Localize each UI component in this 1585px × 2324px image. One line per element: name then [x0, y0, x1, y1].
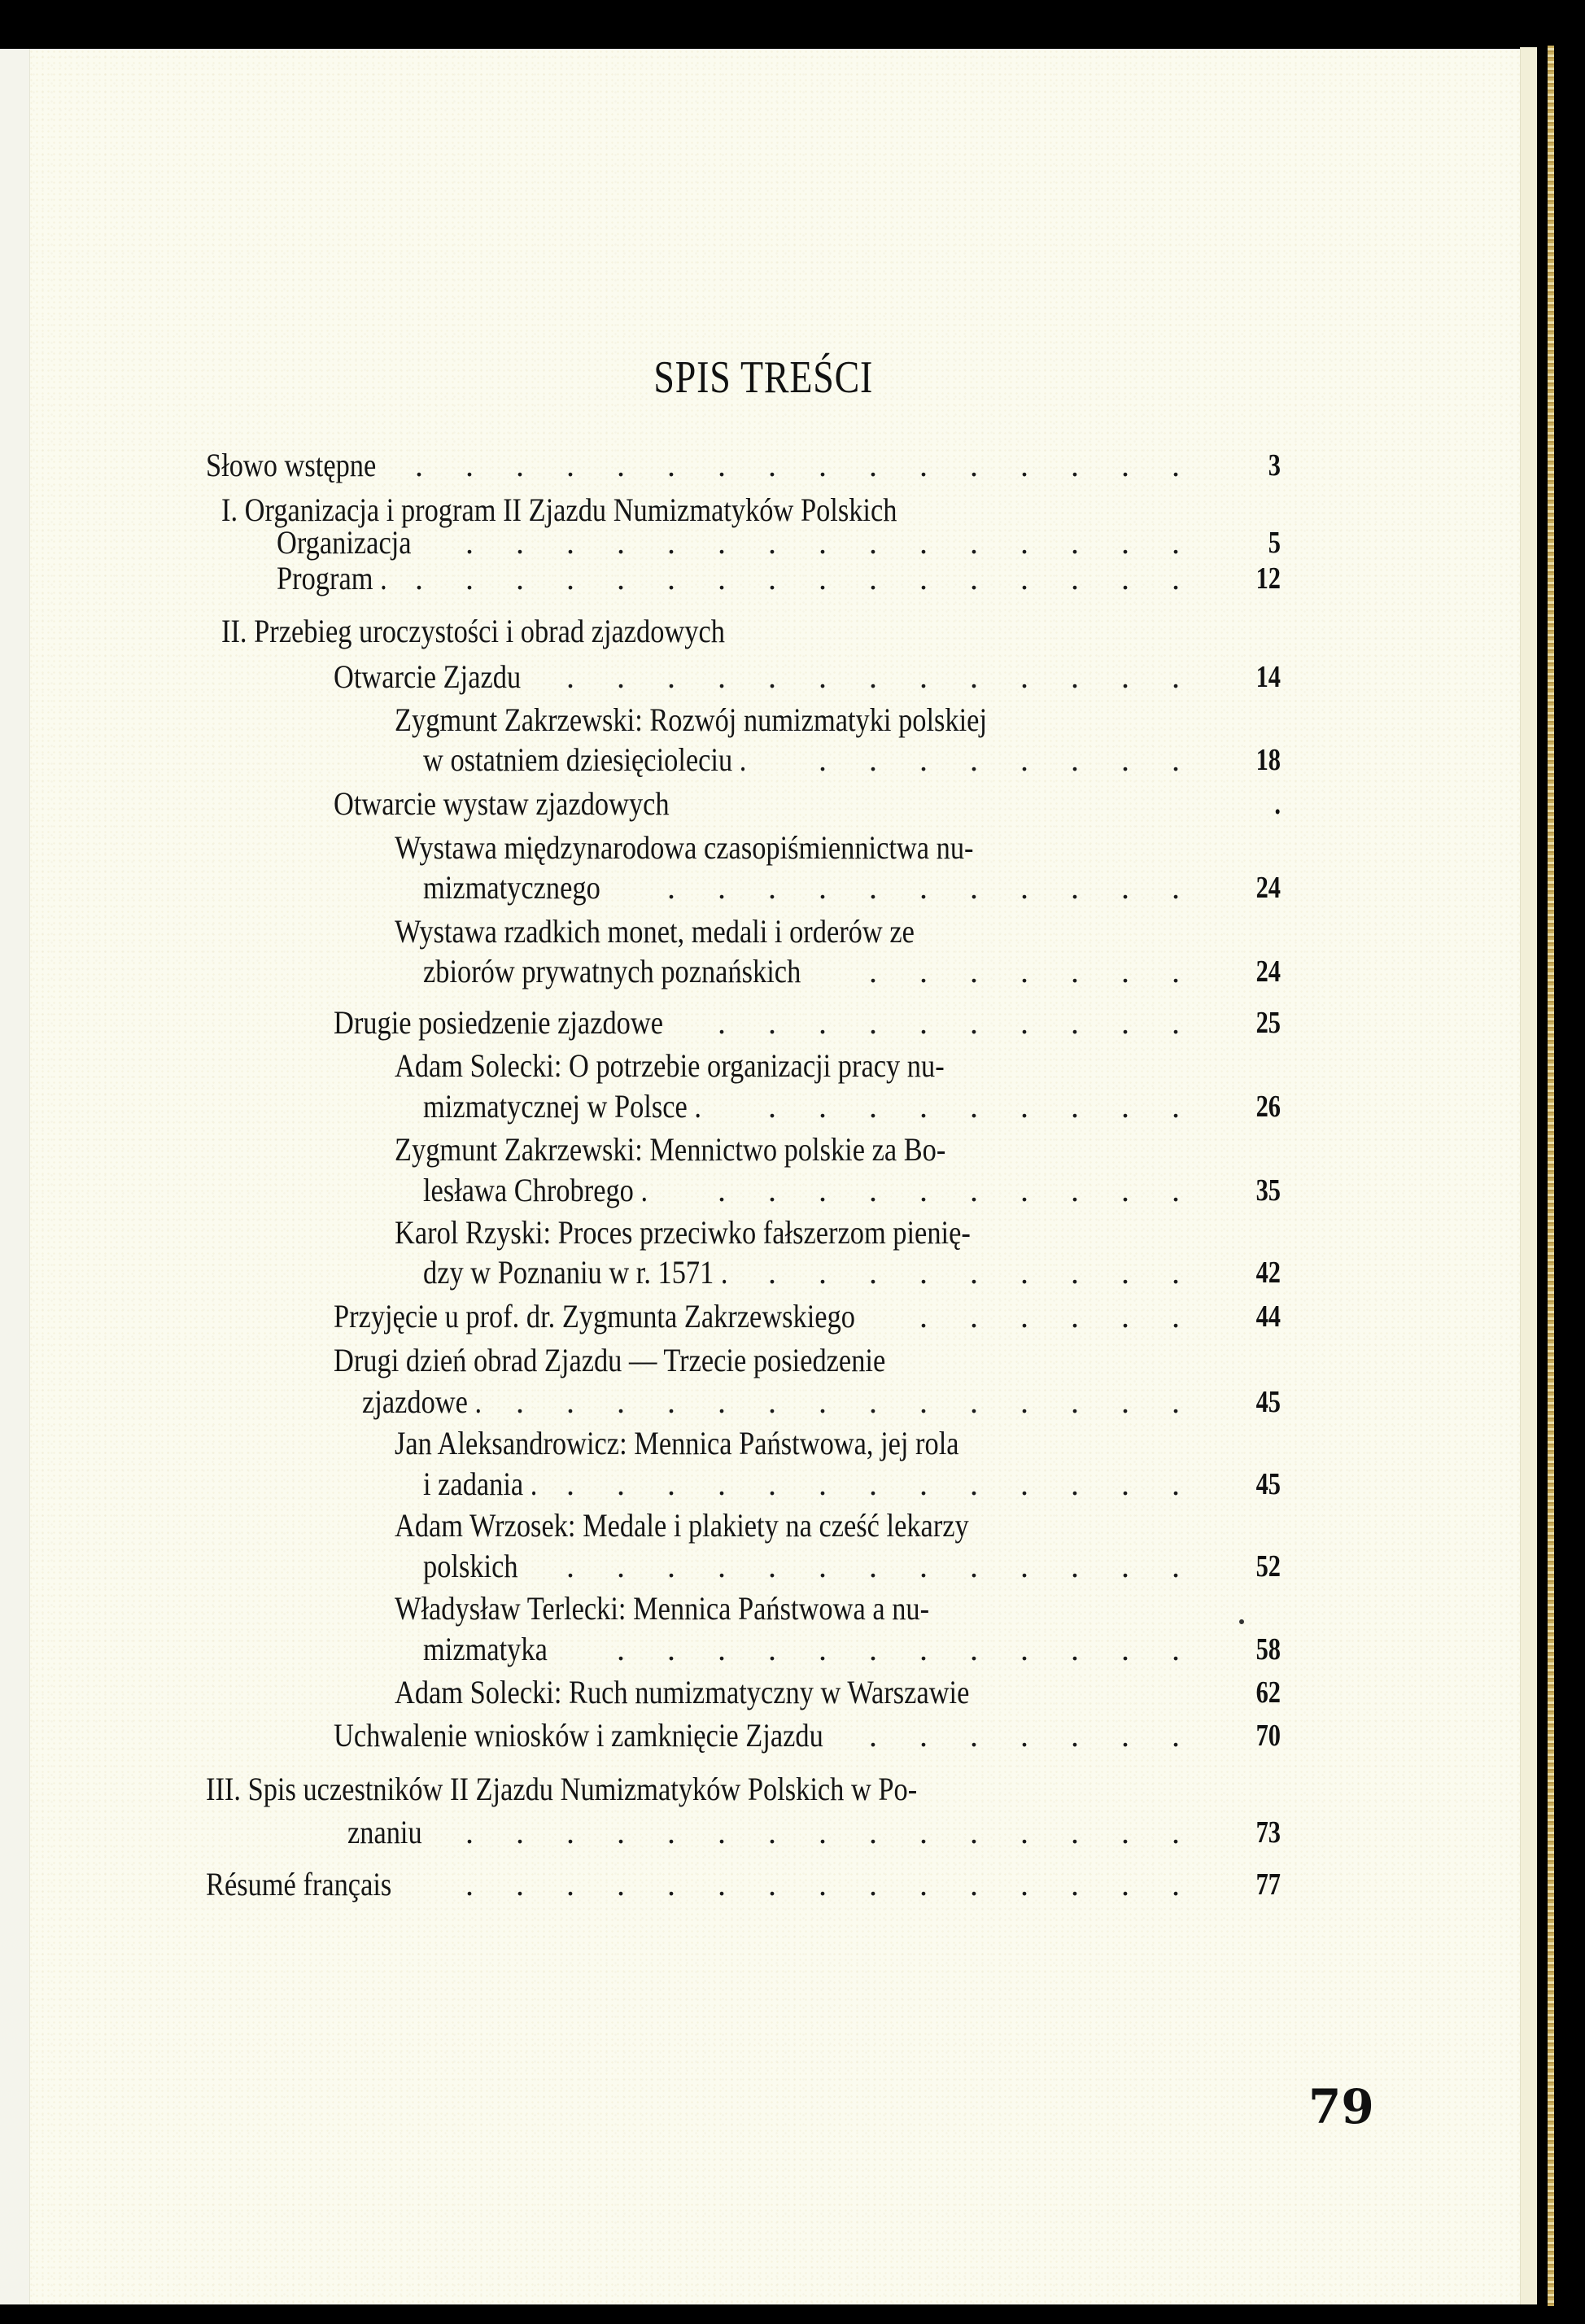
- leader-dot: .: [919, 741, 928, 778]
- toc-entry-line: Uchwalenie wniosków i zamknięcie Zjazdu: [334, 1717, 823, 1754]
- leader-dot: .: [1071, 741, 1079, 778]
- leader-dot: .: [1172, 741, 1180, 778]
- leader-dot: .: [869, 447, 877, 483]
- toc-entry-line: lesława Chrobrego .: [423, 1172, 648, 1208]
- leader-dot: .: [869, 524, 877, 561]
- leader-dot: .: [1121, 1548, 1129, 1584]
- leader-dot: .: [1071, 1866, 1079, 1902]
- leader-dot: .: [1020, 1631, 1028, 1667]
- book-edge-strip: [1548, 46, 1554, 2306]
- leader-dot: .: [970, 447, 978, 483]
- leader-dot: .: [919, 869, 928, 906]
- leader-dot: .: [1020, 1866, 1028, 1902]
- page-ref: 42: [1255, 1256, 1281, 1290]
- leader-dot: .: [465, 1814, 474, 1850]
- leader-dot: .: [919, 1814, 928, 1850]
- leader-dot: .: [919, 1866, 928, 1902]
- toc-entry-line: i zadania .: [423, 1466, 538, 1502]
- leader-dot: .: [919, 1088, 928, 1125]
- leader-dot: .: [1172, 447, 1180, 483]
- toc-entry-line: Otwarcie Zjazdu: [334, 658, 522, 695]
- leader-dot: .: [1121, 1254, 1129, 1291]
- leader-dot: .: [1020, 1298, 1028, 1335]
- page-ref: 25: [1255, 1006, 1281, 1040]
- leader-dot: .: [869, 1866, 877, 1902]
- leader-dot: .: [566, 1383, 574, 1420]
- leader-dot: .: [718, 1548, 726, 1584]
- leader-dot: .: [768, 1004, 776, 1041]
- leader-dot: .: [768, 1548, 776, 1584]
- leader-dot: .: [1172, 869, 1180, 906]
- leader-dot: .: [970, 1172, 978, 1208]
- leader-dot: .: [1121, 1466, 1129, 1502]
- leader-dot: .: [415, 447, 423, 483]
- leader-dot: .: [819, 741, 827, 778]
- leader-dot: .: [819, 1631, 827, 1667]
- leader-dot: .: [1172, 1466, 1180, 1502]
- page-title: [137, 352, 1436, 404]
- page-ref: 18: [1255, 743, 1281, 777]
- leader-dot: .: [1071, 1383, 1079, 1420]
- leader-dot: .: [919, 1717, 928, 1754]
- print-speck: [1239, 1619, 1244, 1624]
- leader-dot: .: [617, 1631, 625, 1667]
- toc-entry-line: Résumé français: [206, 1866, 392, 1902]
- leader-dot: .: [516, 1866, 524, 1902]
- leader-dot: .: [1172, 1088, 1180, 1125]
- leader-dot: .: [1172, 1172, 1180, 1208]
- title-text: SPIS TREŚCI: [653, 352, 874, 403]
- leader-dot: .: [919, 1254, 928, 1291]
- leader-dot: .: [465, 1866, 474, 1902]
- toc-entry-line: Karol Rzyski: Proces przeciwko fałszerzom pienię-: [395, 1214, 971, 1251]
- leader-dot: .: [465, 524, 474, 561]
- leader-dot: .: [1172, 1866, 1180, 1902]
- leader-dot: .: [919, 1004, 928, 1041]
- leader-dot: .: [768, 869, 776, 906]
- leader-dot: .: [768, 1172, 776, 1208]
- toc-entry-line: Jan Aleksandrowicz: Mennica Państwowa, jej rola: [395, 1425, 959, 1461]
- leader-dot: .: [869, 1172, 877, 1208]
- leader-dot: .: [718, 1866, 726, 1902]
- leader-dot: .: [970, 1717, 978, 1754]
- leader-dot: .: [1071, 1088, 1079, 1125]
- toc-entry-line: Adam Wrzosek: Medale i plakiety na cześć lekarzy: [395, 1507, 969, 1544]
- leader-dot: .: [617, 1466, 625, 1502]
- toc-entry-line: Otwarcie wystaw zjazdowych: [334, 785, 670, 822]
- page-ref: 12: [1255, 561, 1281, 596]
- toc-entry-line: zbiorów prywatnych poznańskich: [423, 953, 801, 989]
- leader-dot: .: [465, 447, 474, 483]
- leader-dot: .: [516, 524, 524, 561]
- leader-dot: .: [919, 1172, 928, 1208]
- leader-dot: .: [667, 869, 675, 906]
- toc-entry-line: Zygmunt Zakrzewski: Mennictwo polskie za Bo-: [395, 1131, 946, 1168]
- leader-dot: .: [869, 741, 877, 778]
- page-ref: 70: [1255, 1719, 1281, 1753]
- leader-dot: .: [768, 1866, 776, 1902]
- stray-mark: .: [1274, 787, 1281, 821]
- leader-dot: .: [617, 658, 625, 695]
- page-ref: 62: [1255, 1675, 1281, 1710]
- leader-dot: .: [819, 447, 827, 483]
- page-ref: 44: [1255, 1300, 1281, 1334]
- leader-dot: .: [667, 524, 675, 561]
- leader-dot: .: [1071, 1254, 1079, 1291]
- leader-dot: .: [1020, 658, 1028, 695]
- toc-entry-line: w ostatniem dziesięcioleciu .: [423, 741, 747, 778]
- leader-dot: .: [1172, 1631, 1180, 1667]
- leader-dot: .: [516, 1383, 524, 1420]
- toc-entry-line: zjazdowe .: [362, 1383, 482, 1420]
- leader-dot: .: [617, 1814, 625, 1850]
- leader-dot: .: [970, 560, 978, 596]
- toc-entry-line: I. Organizacja i program II Zjazdu Numizmatyków Polskich: [221, 491, 897, 528]
- leader-dot: .: [516, 1814, 524, 1850]
- leader-dot: .: [919, 953, 928, 989]
- leader-dot: .: [819, 1548, 827, 1584]
- leader-dot: .: [718, 1466, 726, 1502]
- leader-dot: .: [1020, 1717, 1028, 1754]
- leader-dot: .: [1020, 1088, 1028, 1125]
- leader-dot: .: [919, 1466, 928, 1502]
- leader-dot: .: [1172, 1548, 1180, 1584]
- leader-dot: .: [970, 1548, 978, 1584]
- leader-dot: .: [1020, 447, 1028, 483]
- toc-entry-line: Słowo wstępne: [206, 447, 377, 483]
- page-ref: 73: [1255, 1815, 1281, 1850]
- leader-dot: .: [1121, 1866, 1129, 1902]
- leader-dot: .: [869, 1466, 877, 1502]
- leader-dot: .: [667, 447, 675, 483]
- leader-dot: .: [768, 658, 776, 695]
- leader-dot: .: [1020, 1004, 1028, 1041]
- toc-entry-line: Wystawa międzynarodowa czasopiśmiennictwa nu-: [395, 829, 974, 866]
- page-ref: 14: [1255, 660, 1281, 694]
- leader-dot: .: [667, 560, 675, 596]
- page-ref: 35: [1255, 1173, 1281, 1208]
- leader-dot: .: [970, 524, 978, 561]
- toc-entry-line: polskich: [423, 1548, 518, 1584]
- leader-dot: .: [617, 1383, 625, 1420]
- toc-entry-line: II. Przebieg uroczystości i obrad zjazdowych: [221, 613, 725, 649]
- leader-dot: .: [1172, 1717, 1180, 1754]
- leader-dot: .: [1020, 524, 1028, 561]
- leader-dot: .: [970, 741, 978, 778]
- leader-dot: .: [819, 560, 827, 596]
- leader-dot: .: [1071, 1298, 1079, 1335]
- leader-dot: .: [768, 1466, 776, 1502]
- leader-dot: .: [1071, 1548, 1079, 1584]
- page-number: 79: [1308, 2079, 1374, 2134]
- leader-dot: .: [667, 1866, 675, 1902]
- leader-dot: .: [869, 1254, 877, 1291]
- leader-dot: .: [667, 1631, 675, 1667]
- toc-entry-line: Program .: [277, 560, 387, 596]
- leader-dot: .: [667, 658, 675, 695]
- leader-dot: .: [1121, 953, 1129, 989]
- leader-dot: .: [1121, 447, 1129, 483]
- leader-dot: .: [919, 447, 928, 483]
- leader-dot: .: [869, 1548, 877, 1584]
- page-ref: 52: [1255, 1549, 1281, 1584]
- leader-dot: .: [919, 524, 928, 561]
- page-left-edge: [0, 49, 30, 2304]
- leader-dot: .: [1071, 1631, 1079, 1667]
- leader-dot: .: [1071, 560, 1079, 596]
- leader-dot: .: [919, 1631, 928, 1667]
- leader-dot: .: [415, 560, 423, 596]
- leader-dot: .: [1172, 658, 1180, 695]
- leader-dot: .: [919, 1383, 928, 1420]
- leader-dot: .: [1071, 524, 1079, 561]
- leader-dot: .: [869, 1383, 877, 1420]
- leader-dot: .: [1020, 1814, 1028, 1850]
- leader-dot: .: [819, 1383, 827, 1420]
- leader-dot: .: [566, 658, 574, 695]
- leader-dot: .: [819, 869, 827, 906]
- page-ref: 45: [1255, 1385, 1281, 1419]
- leader-dot: .: [667, 1466, 675, 1502]
- leader-dot: .: [1020, 741, 1028, 778]
- page-ref: 58: [1255, 1632, 1281, 1667]
- page-ref: 26: [1255, 1090, 1281, 1124]
- toc-entry-line: Drugi dzień obrad Zjazdu — Trzecie posiedzenie: [334, 1342, 886, 1378]
- page-ref: 77: [1255, 1868, 1281, 1902]
- leader-dot: .: [617, 524, 625, 561]
- leader-dot: .: [1020, 1383, 1028, 1420]
- leader-dot: .: [718, 1172, 726, 1208]
- leader-dot: .: [919, 560, 928, 596]
- leader-dot: .: [1071, 1172, 1079, 1208]
- page-ref: 24: [1255, 954, 1281, 989]
- leader-dot: .: [1121, 741, 1129, 778]
- toc-entry-line: dzy w Poznaniu w r. 1571 .: [423, 1254, 728, 1291]
- toc-entry-line: Władysław Terlecki: Mennica Państwowa a nu-: [395, 1590, 930, 1627]
- leader-dot: .: [819, 1466, 827, 1502]
- leader-dot: .: [768, 524, 776, 561]
- leader-dot: .: [1020, 869, 1028, 906]
- leader-dot: .: [617, 1866, 625, 1902]
- leader-dot: .: [516, 447, 524, 483]
- leader-dot: .: [768, 447, 776, 483]
- leader-dot: .: [1071, 953, 1079, 989]
- leader-dot: .: [1121, 1814, 1129, 1850]
- leader-dot: .: [919, 1298, 928, 1335]
- leader-dot: .: [919, 658, 928, 695]
- leader-dot: .: [667, 1383, 675, 1420]
- leader-dot: .: [768, 1088, 776, 1125]
- leader-dot: .: [1172, 1814, 1180, 1850]
- leader-dot: .: [768, 1631, 776, 1667]
- leader-dot: .: [718, 658, 726, 695]
- leader-dot: .: [869, 1004, 877, 1041]
- leader-dot: .: [718, 447, 726, 483]
- leader-dot: .: [768, 560, 776, 596]
- leader-dot: .: [819, 1172, 827, 1208]
- leader-dot: .: [667, 1548, 675, 1584]
- leader-dot: .: [1071, 1004, 1079, 1041]
- leader-dot: .: [718, 524, 726, 561]
- leader-dot: .: [768, 1383, 776, 1420]
- leader-dot: .: [819, 1004, 827, 1041]
- toc-entry-line: znaniu: [347, 1814, 422, 1850]
- leader-dot: .: [1121, 1383, 1129, 1420]
- leader-dot: .: [1020, 1254, 1028, 1291]
- leader-dot: .: [1121, 1004, 1129, 1041]
- leader-dot: .: [566, 447, 574, 483]
- leader-dot: .: [1020, 953, 1028, 989]
- leader-dot: .: [566, 524, 574, 561]
- leader-dot: .: [819, 1866, 827, 1902]
- leader-dot: .: [970, 869, 978, 906]
- leader-dot: .: [819, 1814, 827, 1850]
- leader-dot: .: [516, 560, 524, 596]
- leader-dot: .: [718, 869, 726, 906]
- leader-dot: .: [1121, 524, 1129, 561]
- leader-dot: .: [970, 1298, 978, 1335]
- leader-dot: .: [617, 560, 625, 596]
- leader-dot: .: [465, 560, 474, 596]
- page-right-edge: [1520, 47, 1537, 2304]
- leader-dot: .: [919, 1548, 928, 1584]
- leader-dot: .: [970, 1004, 978, 1041]
- toc-entry-line: Adam Solecki: Ruch numizmatyczny w Warszawie: [395, 1674, 970, 1710]
- leader-dot: .: [1071, 1814, 1079, 1850]
- leader-dot: .: [819, 524, 827, 561]
- leader-dot: .: [1172, 560, 1180, 596]
- leader-dot: .: [869, 1088, 877, 1125]
- leader-dot: .: [1121, 560, 1129, 596]
- leader-dot: .: [970, 1088, 978, 1125]
- leader-dot: .: [869, 658, 877, 695]
- leader-dot: .: [768, 1814, 776, 1850]
- leader-dot: .: [1071, 1717, 1079, 1754]
- leader-dot: .: [970, 658, 978, 695]
- leader-dot: .: [1121, 658, 1129, 695]
- leader-dot: .: [566, 1466, 574, 1502]
- leader-dot: .: [1121, 1298, 1129, 1335]
- page-ref: 3: [1268, 448, 1281, 483]
- leader-dot: .: [869, 953, 877, 989]
- leader-dot: .: [1020, 1548, 1028, 1584]
- leader-dot: .: [970, 1814, 978, 1850]
- leader-dot: .: [617, 447, 625, 483]
- leader-dot: .: [869, 560, 877, 596]
- leader-dot: .: [1071, 447, 1079, 483]
- toc-entry-line: Wystawa rzadkich monet, medali i orderów ze: [395, 913, 915, 950]
- leader-dot: .: [718, 1814, 726, 1850]
- toc-entry-line: Przyjęcie u prof. dr. Zygmunta Zakrzewskiego: [334, 1298, 855, 1335]
- leader-dot: .: [1071, 1466, 1079, 1502]
- leader-dot: .: [1172, 1254, 1180, 1291]
- leader-dot: .: [1121, 1631, 1129, 1667]
- toc-entry-line: Drugie posiedzenie zjazdowe: [334, 1004, 663, 1041]
- leader-dot: .: [1172, 1004, 1180, 1041]
- leader-dot: .: [617, 1548, 625, 1584]
- toc-entry-line: mizmatycznego: [423, 869, 600, 906]
- leader-dot: .: [1121, 1717, 1129, 1754]
- toc-entry-line: Zygmunt Zakrzewski: Rozwój numizmatyki polskiej: [395, 701, 988, 738]
- leader-dot: .: [1071, 869, 1079, 906]
- toc-entry-line: Adam Solecki: O potrzebie organizacji pracy nu-: [395, 1047, 945, 1084]
- leader-dot: .: [1121, 1172, 1129, 1208]
- leader-dot: .: [1121, 1088, 1129, 1125]
- leader-dot: .: [1172, 953, 1180, 989]
- leader-dot: .: [667, 1814, 675, 1850]
- leader-dot: .: [970, 1383, 978, 1420]
- leader-dot: .: [566, 1548, 574, 1584]
- leader-dot: .: [718, 1631, 726, 1667]
- leader-dot: .: [819, 1254, 827, 1291]
- leader-dot: .: [819, 1088, 827, 1125]
- leader-dot: .: [566, 1814, 574, 1850]
- leader-dot: .: [970, 953, 978, 989]
- leader-dot: .: [1071, 658, 1079, 695]
- toc-entry-line: mizmatycznej w Polsce .: [423, 1088, 701, 1125]
- leader-dot: .: [718, 1383, 726, 1420]
- leader-dot: .: [1172, 1298, 1180, 1335]
- leader-dot: .: [970, 1866, 978, 1902]
- toc-entry-line: III. Spis uczestników II Zjazdu Numizmatyków Polskich w Po-: [206, 1771, 918, 1807]
- leader-dot: .: [1020, 1172, 1028, 1208]
- leader-dot: .: [718, 560, 726, 596]
- leader-dot: .: [869, 1631, 877, 1667]
- leader-dot: .: [1121, 869, 1129, 906]
- toc-entry-line: Organizacja: [277, 524, 412, 561]
- leader-dot: .: [718, 1004, 726, 1041]
- leader-dot: .: [768, 1254, 776, 1291]
- leader-dot: .: [1020, 1466, 1028, 1502]
- leader-dot: .: [1020, 560, 1028, 596]
- leader-dot: .: [1172, 1383, 1180, 1420]
- leader-dot: .: [970, 1466, 978, 1502]
- leader-dot: .: [819, 658, 827, 695]
- leader-dot: .: [869, 1717, 877, 1754]
- leader-dot: .: [1172, 524, 1180, 561]
- leader-dot: .: [566, 560, 574, 596]
- leader-dot: .: [970, 1254, 978, 1291]
- toc-entry-line: mizmatyka: [423, 1631, 548, 1667]
- leader-dot: .: [869, 1814, 877, 1850]
- leader-dot: .: [566, 1866, 574, 1902]
- leader-dot: .: [970, 1631, 978, 1667]
- page-ref: 45: [1255, 1467, 1281, 1501]
- page-ref: 24: [1255, 871, 1281, 905]
- page-ref: 5: [1268, 526, 1281, 560]
- leader-dot: .: [869, 869, 877, 906]
